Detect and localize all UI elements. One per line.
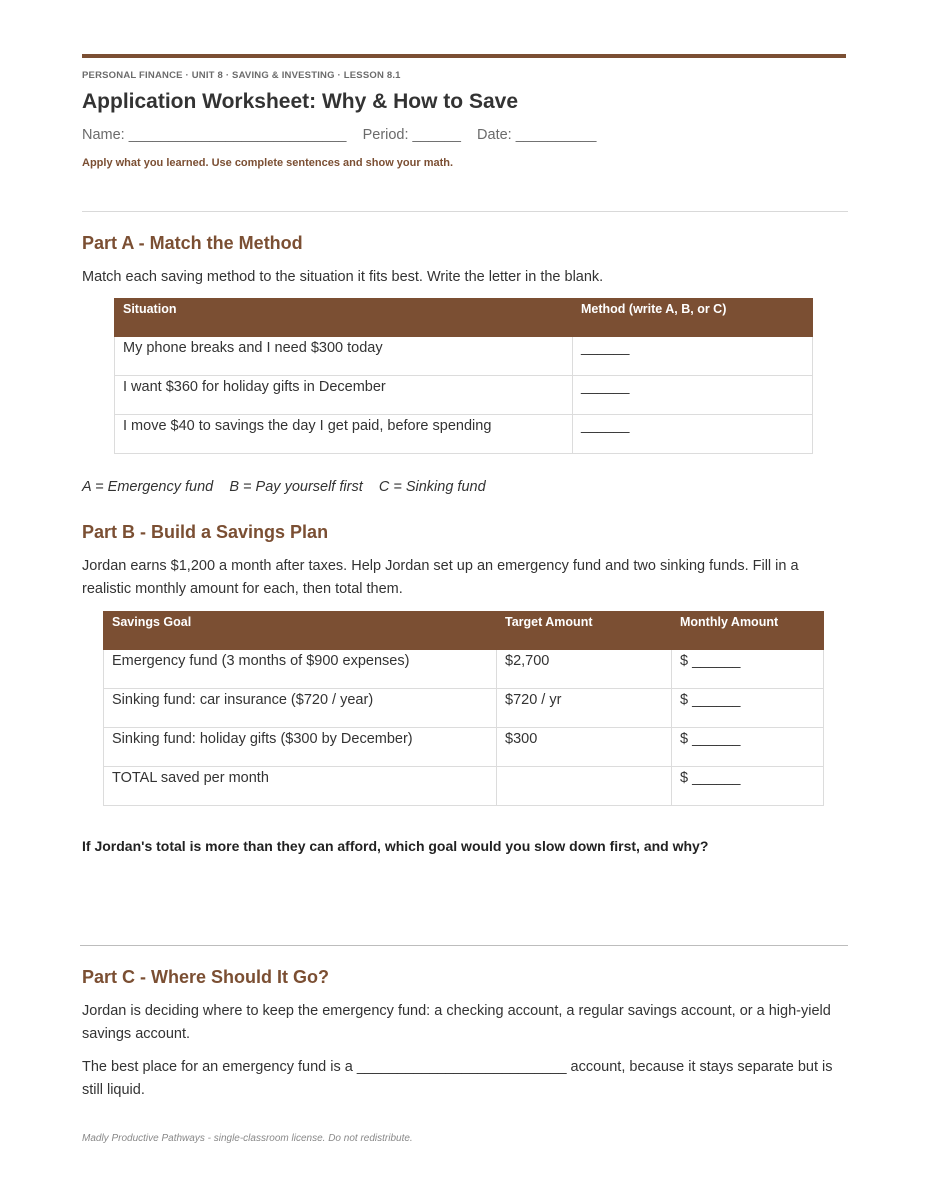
target-cell: $300 — [497, 728, 672, 767]
goal-cell: Emergency fund (3 months of $900 expenses) — [104, 650, 497, 689]
monthly-amount-blank[interactable]: $ ______ — [672, 767, 824, 806]
method-blank[interactable]: ______ — [573, 376, 813, 415]
column-header: Savings Goal — [104, 612, 497, 650]
part-a-intro: Match each saving method to the situation it fits best. Write the letter in the blank. — [82, 269, 604, 285]
column-header: Target Amount — [497, 612, 672, 650]
monthly-amount-blank[interactable]: $ ______ — [672, 689, 824, 728]
name-period-date-row: Name: ___________________________ Period: ______ Date: __________ — [82, 127, 597, 143]
savings-plan-table — [103, 611, 824, 806]
monthly-amount-blank[interactable]: $ ______ — [672, 728, 824, 767]
goal-cell: TOTAL saved per month — [104, 767, 497, 806]
target-cell: $2,700 — [497, 650, 672, 689]
instructions: Apply what you learned. Use complete sentences and show your math. — [82, 157, 454, 169]
part-b-question: If Jordan's total is more than they can afford, which goal would you slow down first, and why? — [82, 838, 709, 854]
monthly-amount-blank[interactable]: $ ______ — [672, 650, 824, 689]
table-header-row — [115, 299, 813, 337]
situation-cell: My phone breaks and I need $300 today — [115, 337, 573, 376]
part-a-table — [114, 298, 813, 454]
goal-cell: Sinking fund: holiday gifts ($300 by December) — [104, 728, 497, 767]
part-a-heading: Part A - Match the Method — [82, 233, 303, 253]
part-c-heading: Part C - Where Should It Go? — [82, 967, 329, 987]
goal-cell: Sinking fund: car insurance ($720 / year) — [104, 689, 497, 728]
page-title: Application Worksheet: Why & How to Save — [82, 90, 518, 113]
top-rule — [82, 54, 846, 58]
part-c-fill-in-sentence[interactable]: The best place for an emergency fund is a __________________________ account, because it stays separate but is still liquid. — [82, 1059, 833, 1098]
method-blank[interactable]: ______ — [573, 415, 813, 454]
section-divider — [82, 211, 848, 212]
target-cell: $720 / yr — [497, 689, 672, 728]
part-b-heading: Part B - Build a Savings Plan — [82, 522, 329, 542]
part-c-intro: Jordan is deciding where to keep the emergency fund: a checking account, a regular savings account, or a high-yield savings account. — [82, 1003, 831, 1042]
table-row — [104, 650, 824, 689]
license-footer: Madly Productive Pathways - single-classroom license. Do not redistribute. — [82, 1133, 413, 1144]
method-key: A = Emergency fund B = Pay yourself first C = Sinking fund — [82, 479, 486, 495]
column-header: Method (write A, B, or C) — [573, 299, 813, 337]
situation-cell: I want $360 for holiday gifts in December — [115, 376, 573, 415]
table-row — [104, 689, 824, 728]
part-b-intro: Jordan earns $1,200 a month after taxes. Help Jordan set up an emergency fund and two sinking funds. Fill in a realistic monthly amount for each, then total them. — [82, 558, 799, 597]
table-header-row — [104, 612, 824, 650]
table-row — [104, 767, 824, 806]
table-row — [115, 376, 813, 415]
section-divider — [80, 945, 848, 946]
target-cell — [497, 767, 672, 806]
table-row — [104, 728, 824, 767]
lesson-eyebrow: PERSONAL FINANCE · UNIT 8 · SAVING & INVESTING · LESSON 8.1 — [82, 70, 401, 81]
situation-cell: I move $40 to savings the day I get paid, before spending — [115, 415, 573, 454]
column-header: Monthly Amount — [672, 612, 824, 650]
method-blank[interactable]: ______ — [573, 337, 813, 376]
table-row — [115, 415, 813, 454]
table-row — [115, 337, 813, 376]
column-header: Situation — [115, 299, 573, 337]
